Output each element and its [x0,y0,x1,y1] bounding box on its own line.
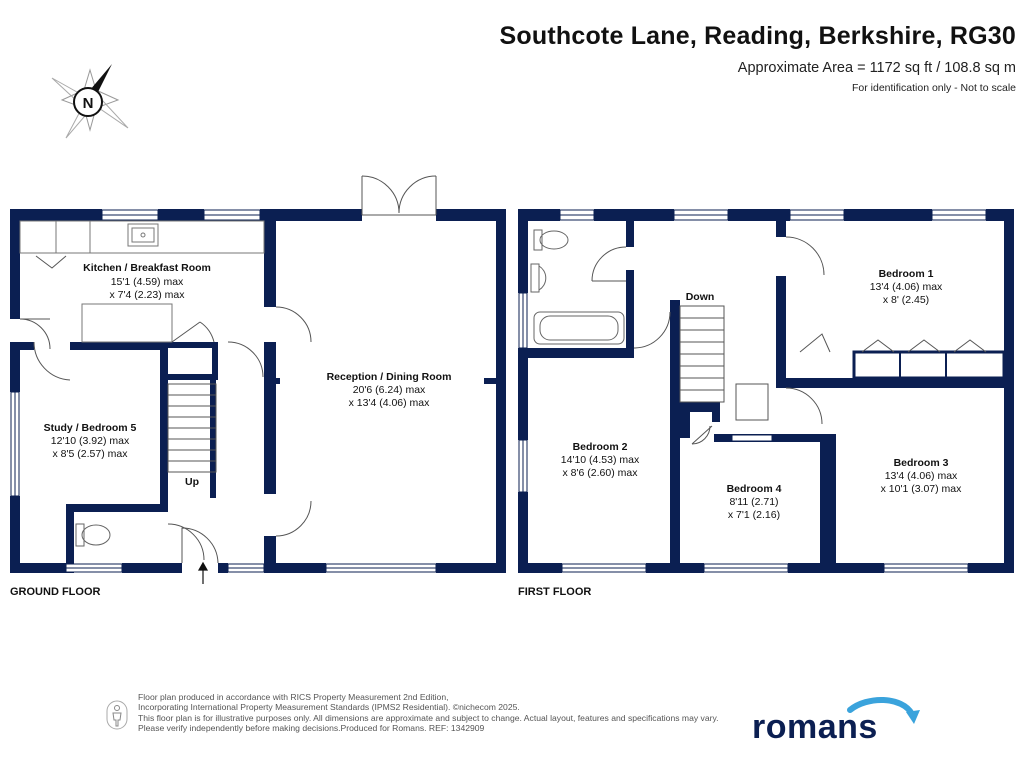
first-floor-label: FIRST FLOOR [518,586,592,598]
room-dimension: x 7'1 (2.16) [727,509,781,521]
room-name: Bedroom 2 [572,441,628,453]
room-dimension: x 13'4 (4.06) max [348,397,430,409]
room-name: Kitchen / Breakfast Room [83,262,211,274]
room-dimension: x 10'1 (3.07) max [880,483,962,495]
room-name: Reception / Dining Room [326,371,452,383]
room-name: Bedroom 3 [893,457,949,469]
room-dimension: 15'1 (4.59) max [110,276,184,288]
stairs-up-label: Up [185,476,199,488]
room-name: Bedroom 1 [878,268,934,280]
room-study-bedroom-5 [44,422,137,460]
footer-line: Floor plan produced in accordance with RICS Property Measurement 2nd Edition, [138,692,449,702]
bedroom-1-wardrobes [854,340,1004,378]
room-name: Study / Bedroom 5 [43,422,137,434]
room-dimension: 20'6 (6.24) max [352,384,426,396]
room-bedroom-1 [870,268,943,306]
room-dimension: 12'10 (3.92) max [50,435,130,447]
bathroom-fixtures [531,230,624,344]
footer-disclaimer [138,692,758,734]
footer-line: Incorporating International Property Measurement Standards (IPMS2 Residential). ©nichecom 2025. [138,702,520,713]
compass-letter: N [82,95,94,112]
north-compass-icon [52,64,128,138]
approximate-area: Approximate Area = 1172 sq ft / 108.8 sq m [737,60,1016,76]
logo-text: romans [752,708,878,746]
room-name: Bedroom 4 [726,483,782,495]
identification-note: For identification only - Not to scale [852,82,1016,94]
room-dimension: x 7'4 (2.23) max [109,289,185,301]
room-dimension: 13'4 (4.06) max [869,281,943,293]
room-reception-dining [327,371,452,409]
room-dimension: x 8'5 (2.57) max [52,448,128,460]
room-bedroom-2 [561,441,640,479]
french-doors [362,176,436,215]
room-dimension: 13'4 (4.06) max [884,470,958,482]
room-dimension: x 8' (2.45) [882,294,930,306]
room-dimension: x 8'6 (2.60) max [562,467,638,479]
room-bedroom-4 [727,483,782,521]
room-bedroom-3 [881,457,963,495]
room-kitchen-breakfast [83,262,211,301]
property-address-title: Southcote Lane, Reading, Berkshire, RG30 [499,22,1016,50]
ground-floor-toilet [76,524,110,546]
stairs-down-label: Down [685,291,715,303]
person-icon [106,700,128,730]
footer-line: This floor plan is for illustrative purposes only. All dimensions are approximate and subject to change. Actual layout, features and specifications may vary. [138,712,719,723]
ground-floor-label: GROUND FLOOR [10,586,101,598]
room-dimension: 8'11 (2.71) [729,496,779,508]
entrance-arrow-icon [199,563,207,584]
romans-logo [752,696,932,746]
footer-line: Please verify independently before making decisions.Produced for Romans. REF: 1342909 [138,723,485,734]
room-dimension: 14'10 (4.53) max [560,454,640,466]
